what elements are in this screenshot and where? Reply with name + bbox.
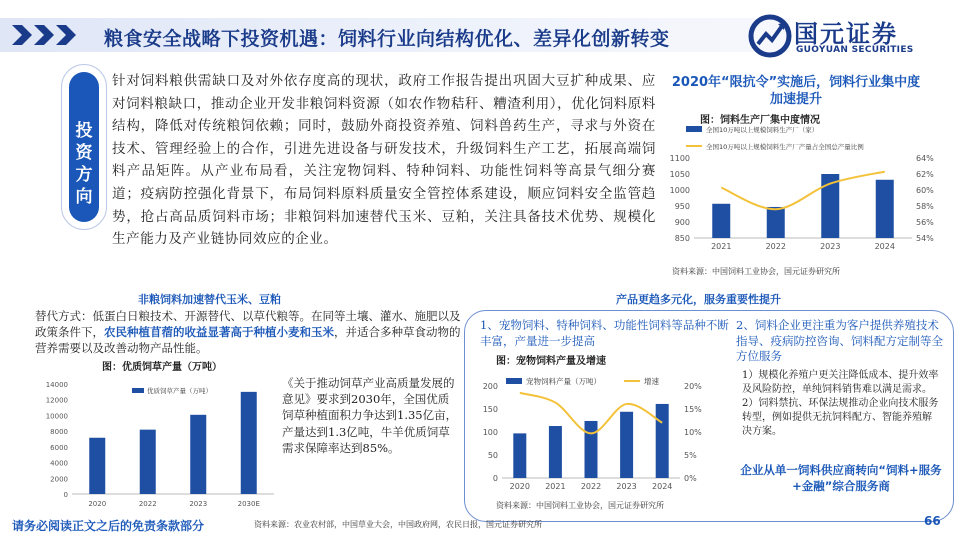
bar — [585, 421, 598, 478]
y-left-tick-label: 0 — [492, 474, 498, 483]
direction-char: 方 — [75, 165, 93, 185]
y-right-tick-label: 54% — [916, 234, 934, 243]
y-left-tick-label: 150 — [482, 405, 498, 414]
bar — [190, 415, 206, 494]
page-title: 粮食安全战略下投资机遇：饲料行业向结构优化、差异化创新转变 — [104, 28, 670, 50]
pet-chart-source: 资料来源：中国饲料工业协会，国元证券研究所 — [496, 501, 664, 510]
legend-swatch-bar — [506, 378, 522, 384]
y-right-tick-label: 58% — [916, 202, 934, 211]
legend-swatch-bar — [686, 126, 702, 132]
legend-label: 宠物饲料产量（万吨） — [526, 377, 601, 386]
x-tick-label: 2020 — [88, 500, 107, 508]
series-line — [721, 172, 885, 210]
direction-char: 投 — [75, 121, 93, 141]
y-right-tick-label: 64% — [916, 154, 934, 163]
x-tick-label: 2020 — [509, 482, 530, 491]
x-tick-label: 2022 — [765, 242, 786, 251]
y-right-tick-label: 56% — [916, 218, 934, 227]
y-right-tick-label: 15% — [684, 405, 702, 414]
forage-policy-quote: 《关于推动饲草产业高质量发展的意见》要求到2030年，全国优质饲草种植面积力争达到1.35亿亩，产量达到1.3亿吨，牛羊优质饲草需求保障率达到85%。 — [282, 376, 458, 455]
service-point: 2、饲料企业更注重为客户提供养殖技术指导、疫病防控咨询、饲料配方定制等全方位服务 — [736, 318, 943, 363]
y-tick-label: 6000 — [50, 443, 68, 452]
bar — [140, 430, 156, 494]
footer-source: 资料来源：农业农村部，中国草业大会，中国政府网，农民日报，国元证券研究所 — [254, 520, 542, 529]
legend-label: 优质饲草产量（万吨） — [147, 387, 212, 395]
substitution-text: 替代方式：低蛋白日粮技术、开源替代、以草代粮等。在同等土壤、灌水、施肥以及政策条件下， — [35, 309, 461, 339]
bar — [620, 412, 633, 478]
y-left-tick-label: 1000 — [669, 186, 690, 195]
x-tick-label: 2021 — [545, 482, 566, 491]
substitution-highlight: 农民种植苜蓿的收益显著高于种植小麦和玉米 — [104, 325, 334, 339]
service-detail-list — [742, 369, 940, 439]
section-header-diversified: 产品更趋多元化，服务重要性提升 — [616, 293, 781, 306]
y-left-tick-label: 50 — [487, 451, 498, 460]
legend-swatch-bar — [132, 388, 144, 393]
x-tick-label: 2023 — [189, 500, 208, 508]
x-tick-label: 2023 — [616, 482, 637, 491]
y-left-tick-label: 100 — [482, 428, 498, 437]
concentration-chart-title: 图：饲料生产厂集中度情况 — [700, 115, 820, 126]
legend-label: 全国10万吨以上规模饲料生产厂（家） — [706, 126, 819, 134]
direction-char: 向 — [75, 187, 93, 207]
bar — [241, 392, 257, 494]
y-right-tick-label: 60% — [916, 186, 934, 195]
y-tick-label: 2000 — [50, 475, 68, 484]
service-detail-1: 1）规模化养殖户更关注降低成本、提升效率及风险防控，单纯饲料销售难以满足需求。 — [742, 370, 939, 395]
x-tick-label: 2022 — [580, 482, 602, 491]
y-left-tick-label: 1050 — [669, 170, 690, 179]
x-tick-label: 2030E — [237, 500, 260, 508]
y-tick-label: 14000 — [45, 381, 68, 389]
y-right-tick-label: 5% — [684, 451, 697, 460]
y-left-tick-label: 950 — [674, 202, 690, 211]
direction-label — [69, 72, 99, 222]
page-number: 66 — [924, 514, 941, 528]
x-tick-label: 2023 — [820, 242, 841, 251]
x-tick-label: 2024 — [652, 482, 673, 491]
y-tick-label: 10000 — [45, 412, 68, 421]
disclaimer: 请务必阅读正文之后的免责条款部分 — [12, 519, 205, 533]
x-tick-label: 2021 — [711, 242, 732, 251]
bar — [876, 180, 894, 238]
y-right-tick-label: 10% — [684, 428, 702, 437]
y-left-tick-label: 900 — [674, 218, 690, 227]
chevrons-icon — [10, 23, 110, 47]
y-left-tick-label: 850 — [674, 234, 690, 243]
substitution-paragraph — [35, 308, 465, 356]
section-header-nongrain: 非粮饲料加速替代玉米、豆粕 — [138, 293, 281, 306]
legend-label: 全国10万吨以上规模饲料生产厂产量占全国总产量比例 — [706, 143, 864, 151]
guoyuan-logo-icon — [748, 14, 792, 58]
forage-chart — [34, 372, 278, 512]
bar — [656, 404, 669, 478]
concentration-headline: 2020年“限抗令”实施后，饲料行业集中度加速提升 — [671, 75, 921, 107]
y-left-tick-label: 1100 — [669, 154, 690, 163]
legend-label: 增速 — [644, 377, 659, 386]
logo-text-en: GUOYUAN SECURITIES — [796, 45, 914, 55]
concentration-source: 资料来源：中国饲料工业协会，国元证券研究所 — [672, 267, 840, 276]
forage-chart-title: 图：优质饲草产量（万吨） — [102, 362, 222, 373]
y-right-tick-label: 20% — [684, 382, 702, 391]
direction-char: 资 — [75, 143, 93, 163]
bar — [513, 433, 526, 478]
logo-text-cn: 国元证券 — [794, 20, 898, 48]
service-detail-2: 2）饲料禁抗、环保法规推动企业向技术服务转型，例如提供无抗饲料配方、智能养殖解决方案。 — [742, 398, 939, 437]
pet-feed-chart — [474, 366, 736, 500]
y-right-tick-label: 0% — [684, 474, 697, 483]
y-tick-label: 12000 — [45, 396, 68, 405]
pet-chart-title: 图：宠物饲料产量及增速 — [496, 356, 606, 367]
y-tick-label: 0 — [63, 491, 68, 499]
substitution-text-end: ，并适合多种草食动物的营养需要以及改善动物产品性能。 — [35, 325, 461, 355]
pet-feed-point: 1、宠物饲料、特种饲料、功能性饲料等品种不断丰富，产量进一步提高 — [480, 318, 729, 348]
x-tick-label: 2024 — [874, 242, 895, 251]
bar — [549, 426, 562, 478]
y-tick-label: 4000 — [50, 459, 68, 468]
x-tick-label: 2022 — [138, 500, 157, 508]
bar — [89, 438, 105, 494]
bar — [712, 204, 730, 238]
concentration-chart — [660, 122, 950, 264]
y-tick-label: 8000 — [50, 428, 68, 437]
y-left-tick-label: 200 — [482, 382, 498, 391]
bar — [767, 207, 785, 238]
direction-paragraph: 针对饲料粮供需缺口及对外依存度高的现状，政府工作报告提出巩固大豆扩种成果、应对饲料粮缺口，推动企业开发非粮饲料资源（如农作物秸秆、糟渣利用），优化饲料原料结构，降低对传统粮饲依赖；同时，鼓励外商投资养殖、饲料兽药生产，寻求与外资在技术、管理经验上的合作，引进先进设备与研发技术，升级饲料生产工艺，拓展高端饲料产品矩阵。从产业布局看，关注宠物饲料、特种饲料、功能性饲料等高景气细分赛道；疫病防控强化背景下，布局饲料原料质量安全管控体系建设，顺应饲料安全监管趋势，抢占高品质饲料市场；非粮饲料加速替代玉米、豆粕，关注具备技术优势、规模化生产能力及产业链协同效应的企业。 — [112, 73, 656, 248]
service-conclusion: 企业从单一饲料供应商转向“饲料+服务+金融”综合服务商 — [740, 463, 942, 493]
y-right-tick-label: 62% — [916, 170, 934, 179]
